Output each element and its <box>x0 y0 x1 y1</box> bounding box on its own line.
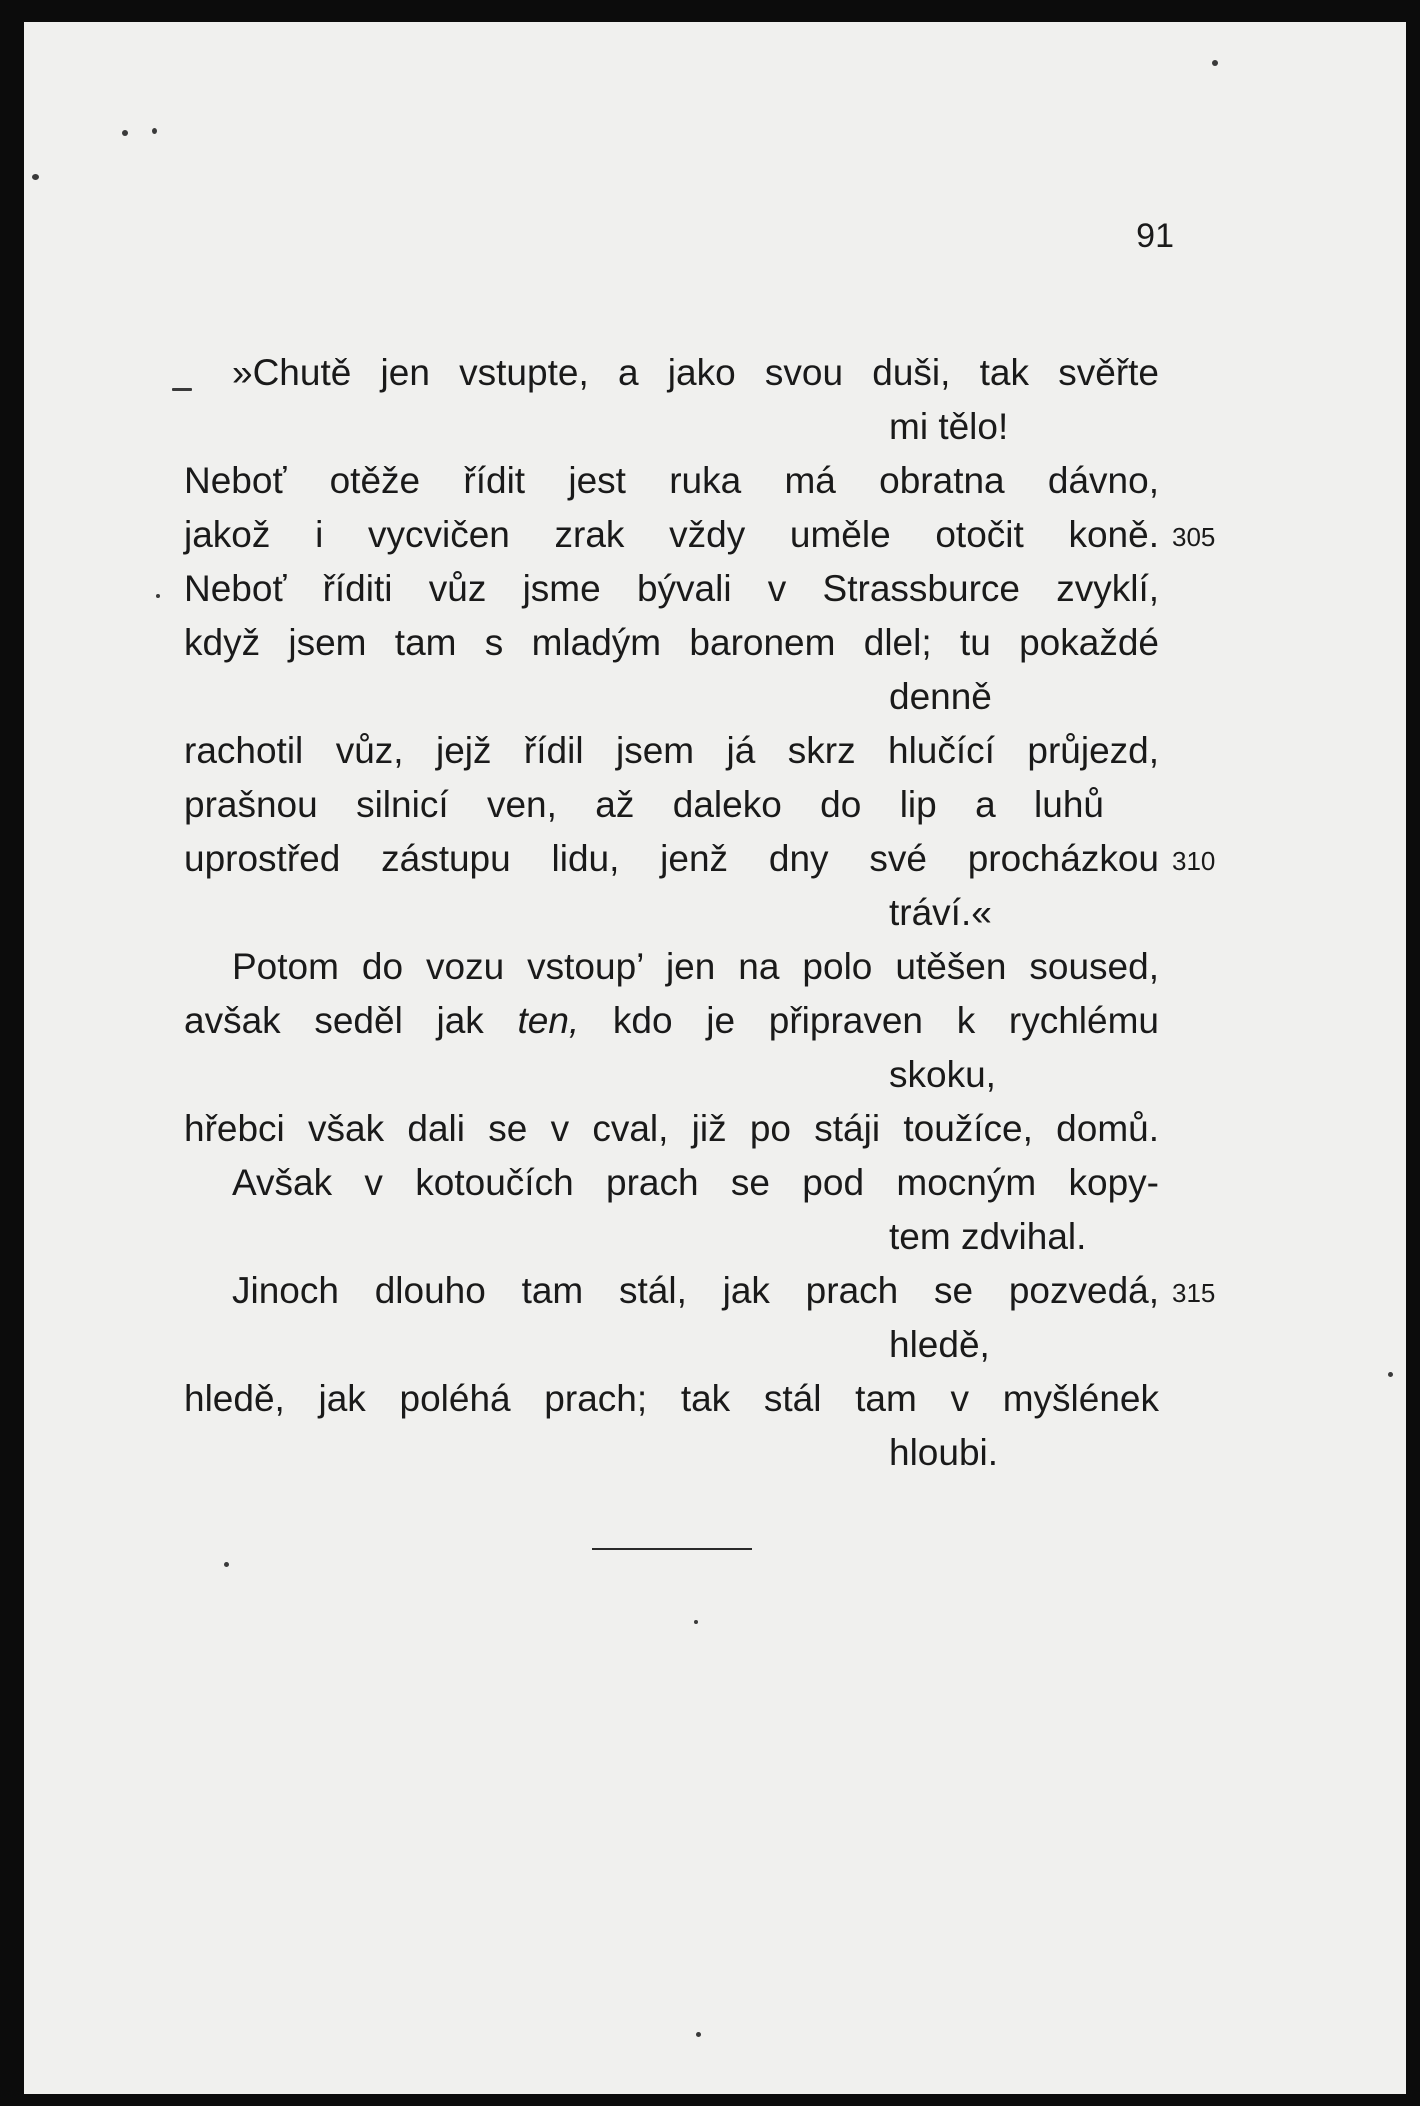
verse-line-text: Potom do vozu vstoup’ jen na polo utěšen soused, <box>232 946 1159 987</box>
line-number: 305 <box>1172 522 1216 552</box>
verse-line-text: rachotil vůz, jejž řídil jsem já skrz hlučící průjezd, <box>184 730 1159 771</box>
verse-line <box>184 1104 1159 1154</box>
verse-line <box>184 510 1159 560</box>
verse-line-text <box>184 996 1159 1046</box>
verse-continuation: hloubi. <box>889 1432 999 1473</box>
verse-continuation: mi tělo! <box>889 406 1009 447</box>
verse-line <box>184 1266 1159 1316</box>
verse-line <box>184 564 1159 614</box>
verse-line <box>184 1374 1159 1424</box>
verse-line-text: prašnou silnicí ven, až daleko do lip a luhů <box>184 784 1104 825</box>
scan-speck <box>156 594 160 598</box>
verse-line <box>184 726 1159 776</box>
verse-continuation: skoku, <box>889 1054 996 1095</box>
verse-line <box>184 780 1104 830</box>
page-number: 91 <box>1136 217 1174 255</box>
scan-speck <box>1212 60 1218 66</box>
verse-line <box>184 942 1159 992</box>
scan-speck <box>32 174 39 180</box>
verse-continuation: hledě, <box>889 1324 990 1365</box>
verse-line <box>184 618 1159 668</box>
scan-speck <box>696 2032 701 2037</box>
scan-speck <box>122 130 128 136</box>
scan-speck <box>224 1562 229 1567</box>
verse-line <box>184 348 1159 398</box>
verse-emphasis: ten, <box>517 1000 580 1041</box>
verse-line <box>184 996 1159 1046</box>
line-number: 315 <box>1172 1278 1216 1308</box>
verse-line-text: Jinoch dlouho tam stál, jak prach se pozvedá, <box>232 1270 1159 1311</box>
verse-line-text: hledě, jak poléhá prach; tak stál tam v myšlének <box>184 1378 1159 1419</box>
verse-text-part: kdo je připraven k rychlému <box>579 1000 1159 1041</box>
end-rule <box>592 1548 752 1550</box>
verse-line-text: uprostřed zástupu lidu, jenž dny své procházkou <box>184 838 1159 879</box>
scan-speck <box>1388 1372 1393 1377</box>
verse-line-text: hřebci však dali se v cval, již po stáji toužíce, domů. <box>184 1108 1159 1149</box>
verse-line-text: Avšak v kotoučích prach se pod mocným kopy- <box>232 1162 1159 1203</box>
verse-line-text: jakož i vycvičen zrak vždy uměle otočit koně. <box>184 514 1159 555</box>
verse-line-text: Neboť otěže řídit jest ruka má obratna dávno, <box>184 460 1159 501</box>
line-number: 310 <box>1172 846 1216 876</box>
verse-line <box>184 1158 1159 1208</box>
verse-line-text: když jsem tam s mladým baronem dlel; tu pokaždé <box>184 622 1159 663</box>
book-page <box>24 22 1406 2094</box>
verse-line <box>184 456 1159 506</box>
verse-line <box>184 834 1159 884</box>
verse-text-part: avšak seděl jak <box>184 1000 518 1041</box>
verse-continuation: denně <box>889 676 992 717</box>
scan-speck <box>694 1620 698 1624</box>
verse-line-text: Neboť říditi vůz jsme bývali v Strassburce zvyklí, <box>184 568 1159 609</box>
verse-continuation: tráví.« <box>889 892 992 933</box>
scan-speck <box>152 128 157 134</box>
verse-continuation: tem zdvihal. <box>889 1216 1087 1257</box>
verse-line-text: »Chutě jen vstupte, a jako svou duši, tak svěřte <box>232 352 1159 393</box>
